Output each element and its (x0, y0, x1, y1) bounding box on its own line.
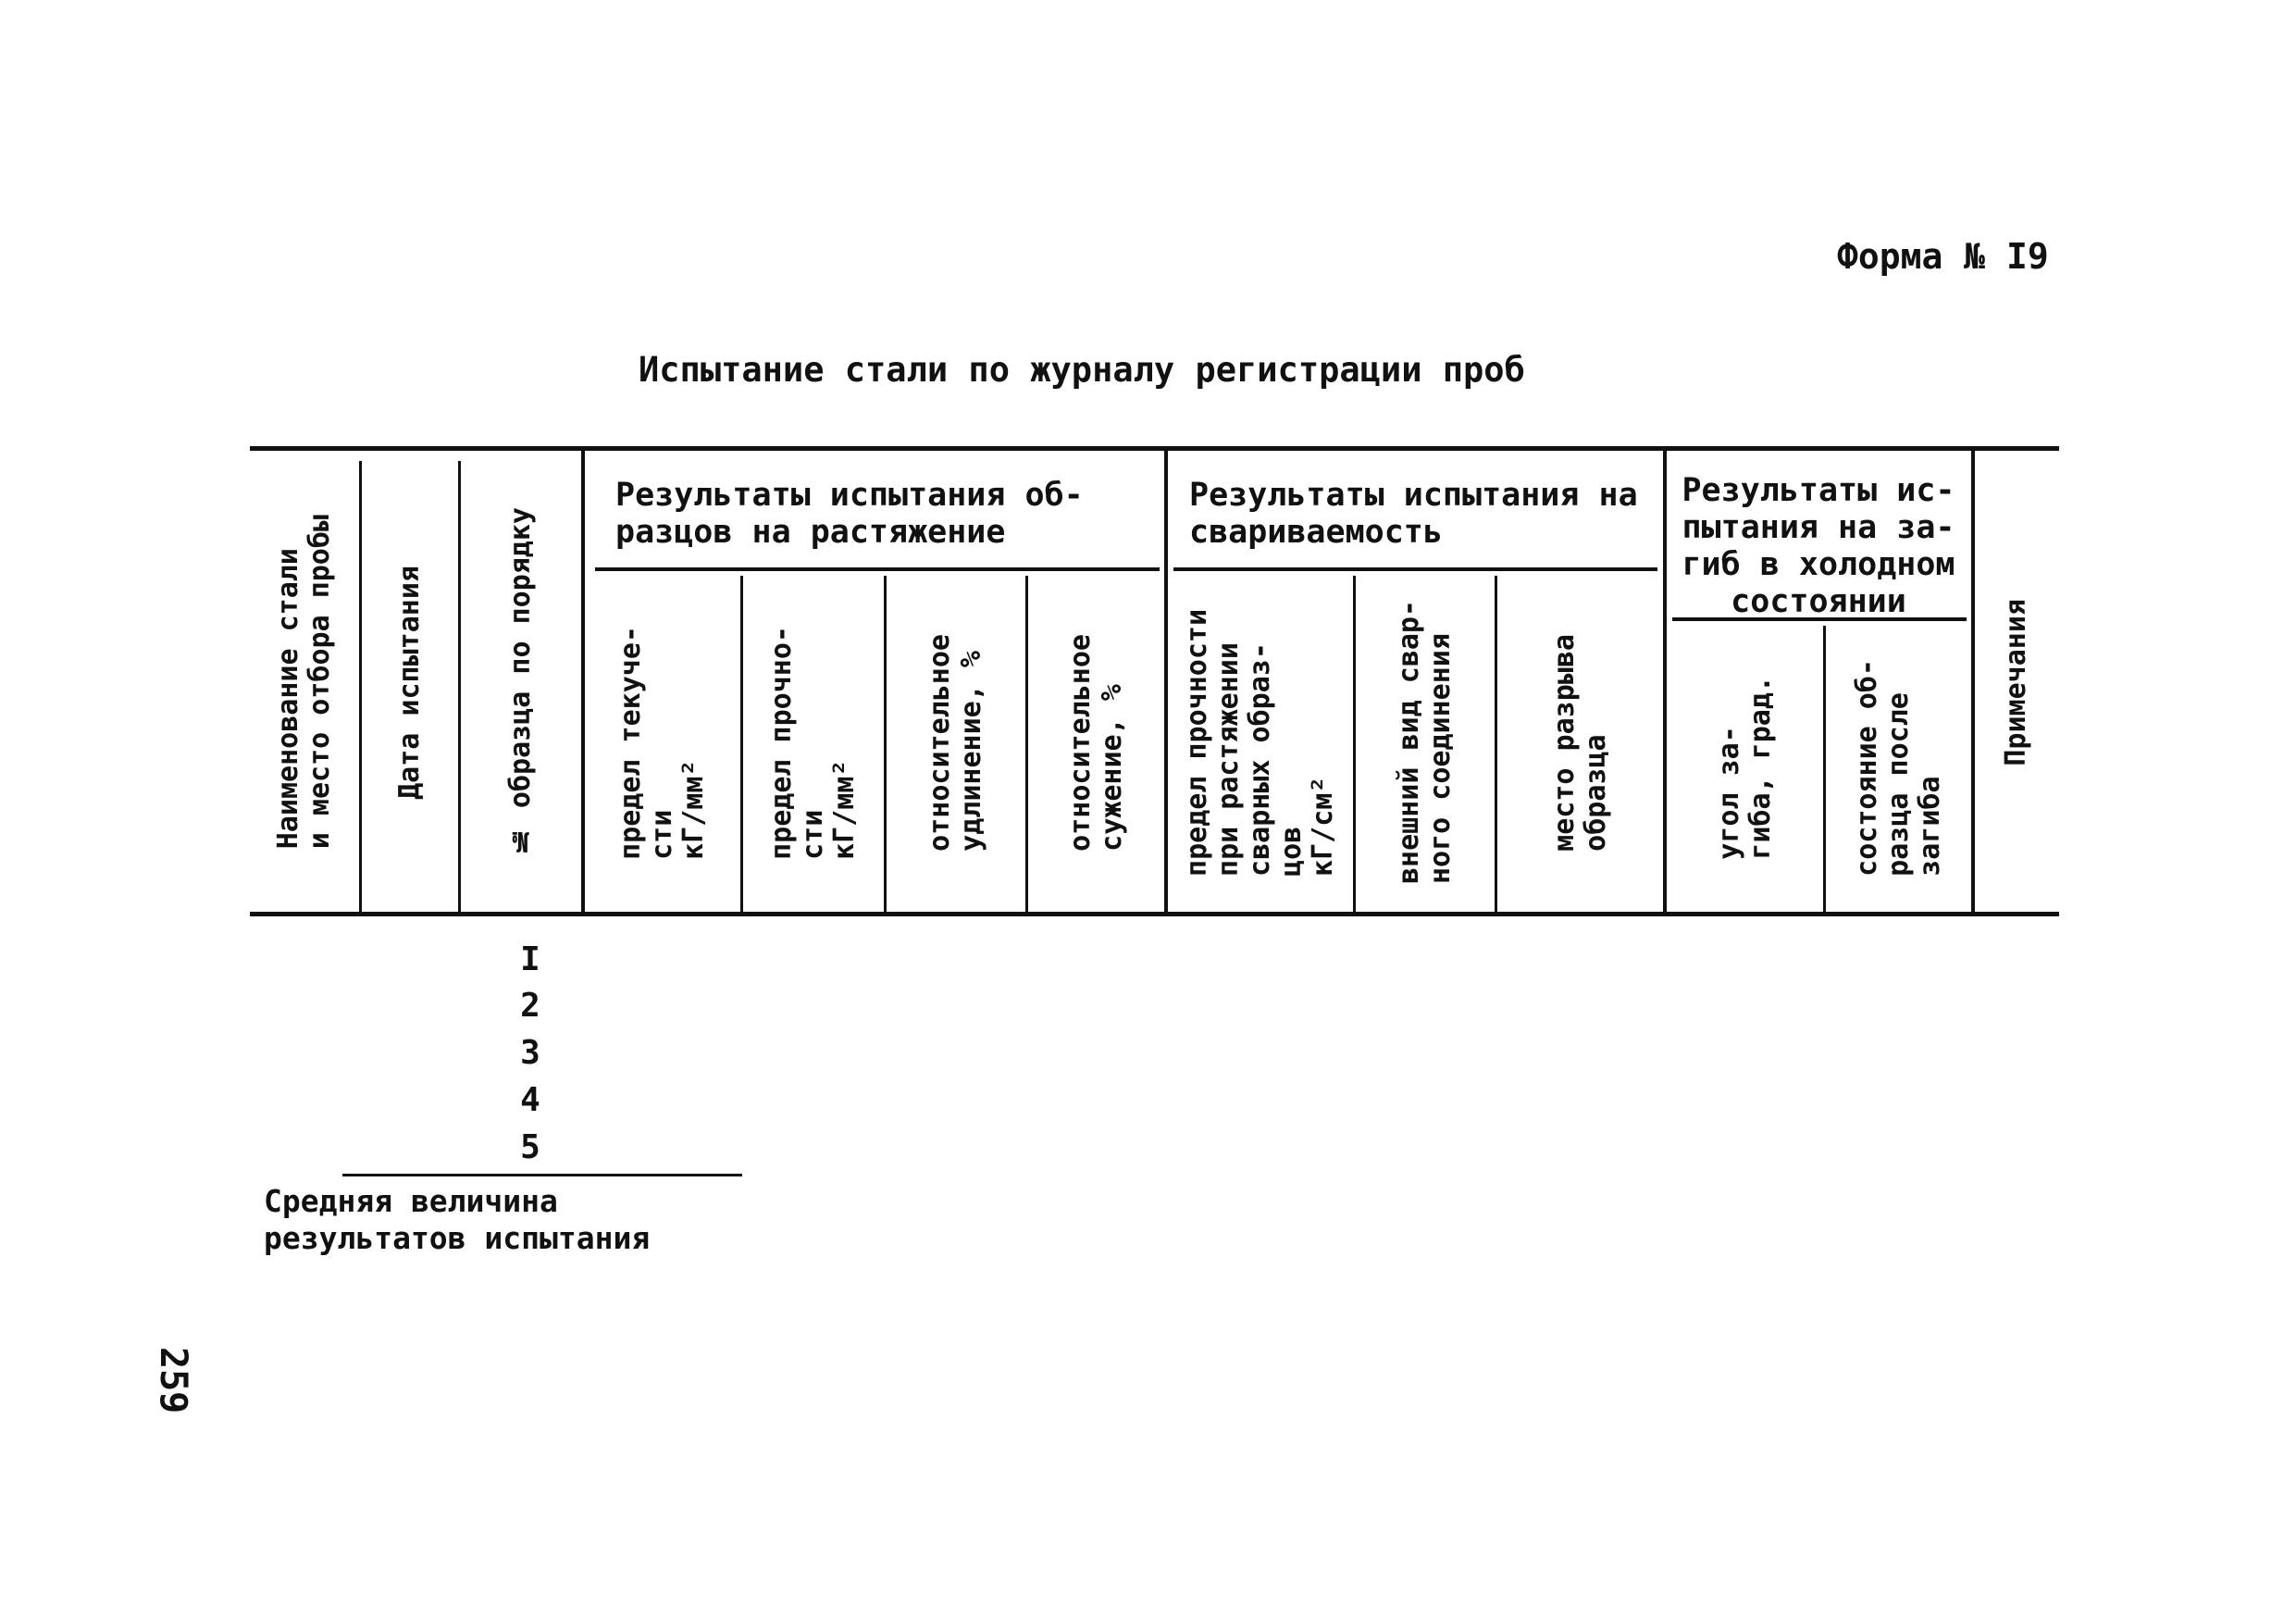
yield-strength-column-header: предел текуче- сти кГ/мм² (614, 625, 710, 860)
bend-results-group-header: Результаты ис- пытания на за- гиб в холодном состоянии (1682, 472, 1955, 620)
notes-column-header: Примечания (2000, 598, 2032, 766)
column-divider (1823, 626, 1826, 912)
column-divider (740, 576, 743, 912)
page-number: 259 (152, 1347, 194, 1414)
fracture-location-column-header: место разрыва образца (1547, 633, 1612, 852)
table-header-bottom-border (250, 912, 2059, 916)
elongation-column-header: относительное удлинение, % (924, 633, 987, 852)
average-separator-line (342, 1174, 742, 1176)
sample-row-number: 3 (520, 1034, 540, 1072)
column-divider (359, 461, 362, 912)
average-results-label: Средняя величина результатов испытания (264, 1183, 651, 1256)
column-divider (1164, 446, 1168, 912)
test-date-column-header: Дата испытания (392, 565, 426, 800)
tensile-results-group-header: Результаты испытания об- разцов на растяжение (615, 477, 1084, 551)
weld-strength-column-header: предел прочности при растяжении сварных образ- цов кГ/см² (1181, 608, 1339, 877)
group-divider (1173, 567, 1657, 571)
group-divider (595, 567, 1160, 571)
tensile-strength-column-header: предел прочно- сти кГ/мм² (765, 625, 861, 860)
weld-appearance-column-header: внешний вид свар- ного соединения (1393, 600, 1457, 885)
column-divider (1495, 576, 1497, 912)
sample-row-number: 5 (520, 1128, 540, 1166)
steel-name-column-header: Наименование стали и место отбора пробы (272, 515, 336, 850)
column-divider (581, 446, 585, 912)
column-divider (458, 461, 461, 912)
sample-row-number: 4 (520, 1081, 540, 1119)
page-title: Испытание стали по журналу регистрации проб (639, 350, 1525, 390)
bend-condition-column-header: состояние об- разца после загиба (1850, 658, 1946, 877)
column-divider (1353, 576, 1356, 912)
column-divider (1971, 446, 1975, 912)
sample-row-number: 2 (520, 987, 540, 1025)
table-top-border (250, 446, 2059, 451)
column-divider (884, 576, 887, 912)
sample-row-number: I (520, 940, 540, 978)
reduction-column-header: относительное сужение, % (1063, 633, 1128, 852)
bend-angle-column-header: угол за- гиба, град. (1712, 675, 1777, 860)
sample-number-column-header: № образца по порядку (503, 506, 537, 858)
column-divider (1025, 576, 1028, 912)
weld-results-group-header: Результаты испытания на свариваемость (1189, 477, 1638, 551)
column-divider (1663, 446, 1667, 912)
form-number: Форма № I9 (1837, 236, 2049, 277)
